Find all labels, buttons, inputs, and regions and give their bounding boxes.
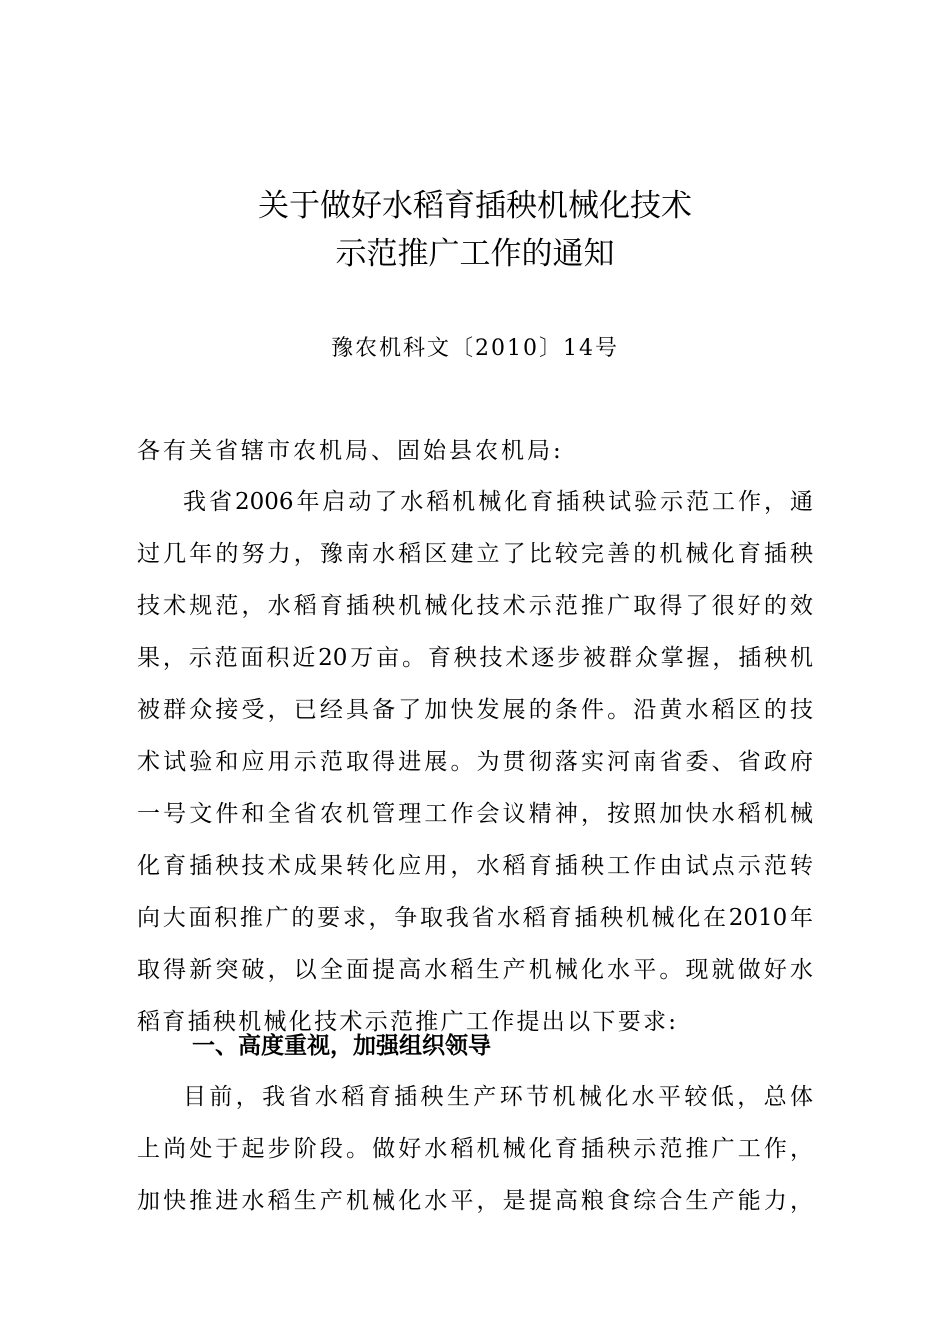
paragraph-line: 向大面积推广的要求，争取我省水稻育插秧机械化在2010年 (137, 905, 813, 931)
section-heading-1: 一、高度重视，加强组织领导 (192, 1033, 491, 1059)
paragraph-line: 取得新突破，以全面提高水稻生产机械化水平。现就做好水 (137, 957, 813, 983)
document-title-line-2: 示范推广工作的通知 (335, 236, 615, 272)
paragraph-line: 果，示范面积近20万亩。育秧技术逐步被群众掌握，插秧机 (137, 645, 813, 671)
document-number: 豫农机科文〔2010〕14号 (331, 336, 619, 361)
paragraph-line: 过几年的努力，豫南水稻区建立了比较完善的机械化育插秧 (137, 541, 813, 567)
salutation: 各有关省辖市农机局、固始县农机局: (137, 438, 564, 464)
paragraph-1 (137, 487, 813, 1035)
document-title-line-1: 关于做好水稻育插秧机械化技术 (258, 188, 692, 224)
paragraph-line: 一号文件和全省农机管理工作会议精神，按照加快水稻机械 (137, 801, 813, 827)
paragraph-line: 加快推进水稻生产机械化水平，是提高粮食综合生产能力， (137, 1188, 813, 1214)
paragraph-line: 上尚处于起步阶段。做好水稻机械化育插秧示范推广工作， (137, 1136, 813, 1162)
paragraph-line: 术试验和应用示范取得进展。为贯彻落实河南省委、省政府 (137, 749, 813, 775)
paragraph-line: 化育插秧技术成果转化应用，水稻育插秧工作由试点示范转 (137, 853, 813, 879)
paragraph-line: 目前，我省水稻育插秧生产环节机械化水平较低，总体 (183, 1084, 813, 1110)
paragraph-line: 稻育插秧机械化技术示范推广工作提出以下要求: (137, 1009, 679, 1035)
paragraph-line: 我省2006年启动了水稻机械化育插秧试验示范工作，通 (183, 489, 813, 515)
paragraph-line: 被群众接受，已经具备了加快发展的条件。沿黄水稻区的技 (137, 697, 813, 723)
paragraph-2 (137, 1082, 813, 1222)
paragraph-line: 技术规范，水稻育插秧机械化技术示范推广取得了很好的效 (137, 593, 813, 619)
